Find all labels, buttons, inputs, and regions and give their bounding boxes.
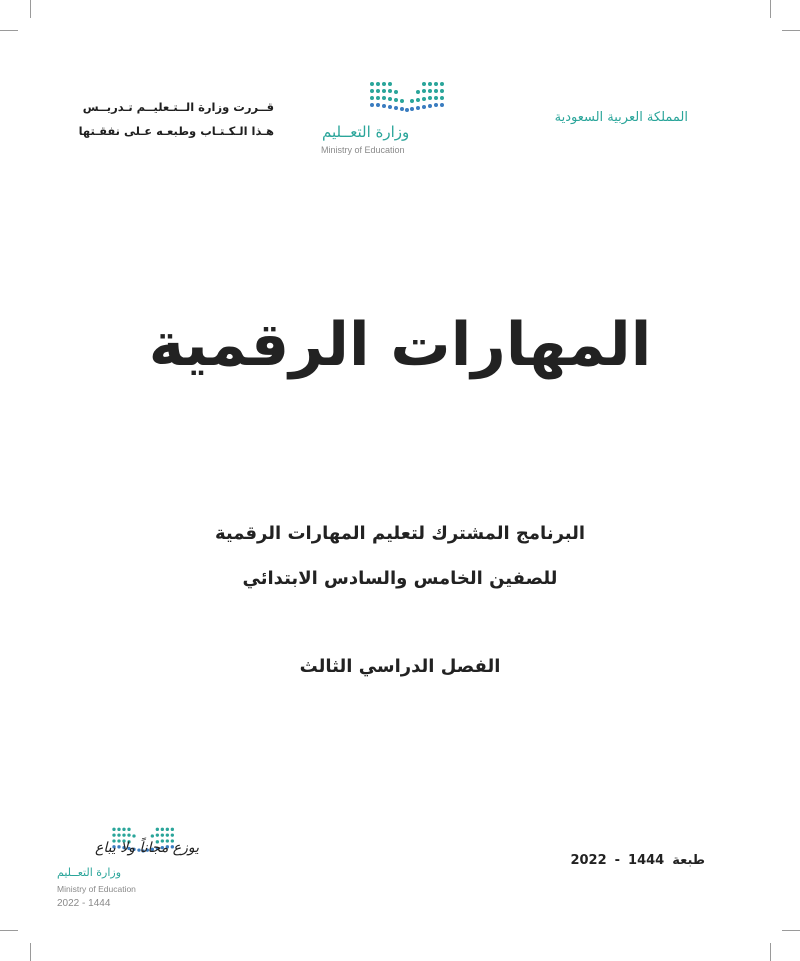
edition-hijri-year: 1444 (628, 853, 665, 868)
free-distribution-text: يوزع مجاناً ولا يباع (95, 840, 200, 856)
edition-separator: - (614, 853, 621, 868)
ministry-name-arabic: وزارة التعــليم (322, 123, 410, 141)
approval-text-line-2: هـذا الـكـتـاب وطبعـه عـلى نفقـتها (78, 124, 274, 138)
edition-info (570, 853, 705, 868)
ministry-name-english: Ministry of Education (321, 145, 405, 155)
book-title: المهارات الرقمية (148, 310, 652, 380)
crop-mark (0, 30, 18, 31)
crop-mark (782, 30, 800, 31)
program-subtitle: البرنامج المشترك لتعليم المهارات الرقمية (214, 523, 586, 544)
edition-gregorian-year: 2022 (570, 853, 607, 868)
crop-mark (0, 930, 18, 931)
edition-label: طبعة (672, 853, 705, 868)
crop-mark (770, 943, 771, 961)
grades-subtitle: للصفين الخامس والسادس الابتدائي (242, 568, 558, 589)
approval-text-line-1: قــررت وزارة الــتـعليــم تـدريــس (82, 100, 274, 114)
crop-mark (30, 0, 31, 18)
footer-year: 2022 - 1444 (57, 898, 111, 909)
crop-mark (30, 943, 31, 961)
ministry-logo (318, 78, 448, 160)
kingdom-name: المملكة العربية السعودية (554, 110, 688, 125)
footer-ministry-english: Ministry of Education (57, 884, 136, 894)
ministry-dots-icon (368, 80, 448, 116)
crop-mark (770, 0, 771, 18)
free-distribution-logo (55, 826, 200, 912)
crop-mark (782, 930, 800, 931)
footer-ministry-arabic: وزارة التعــليم (57, 866, 122, 879)
semester-label: الفصل الدراسي الثالث (299, 656, 501, 677)
